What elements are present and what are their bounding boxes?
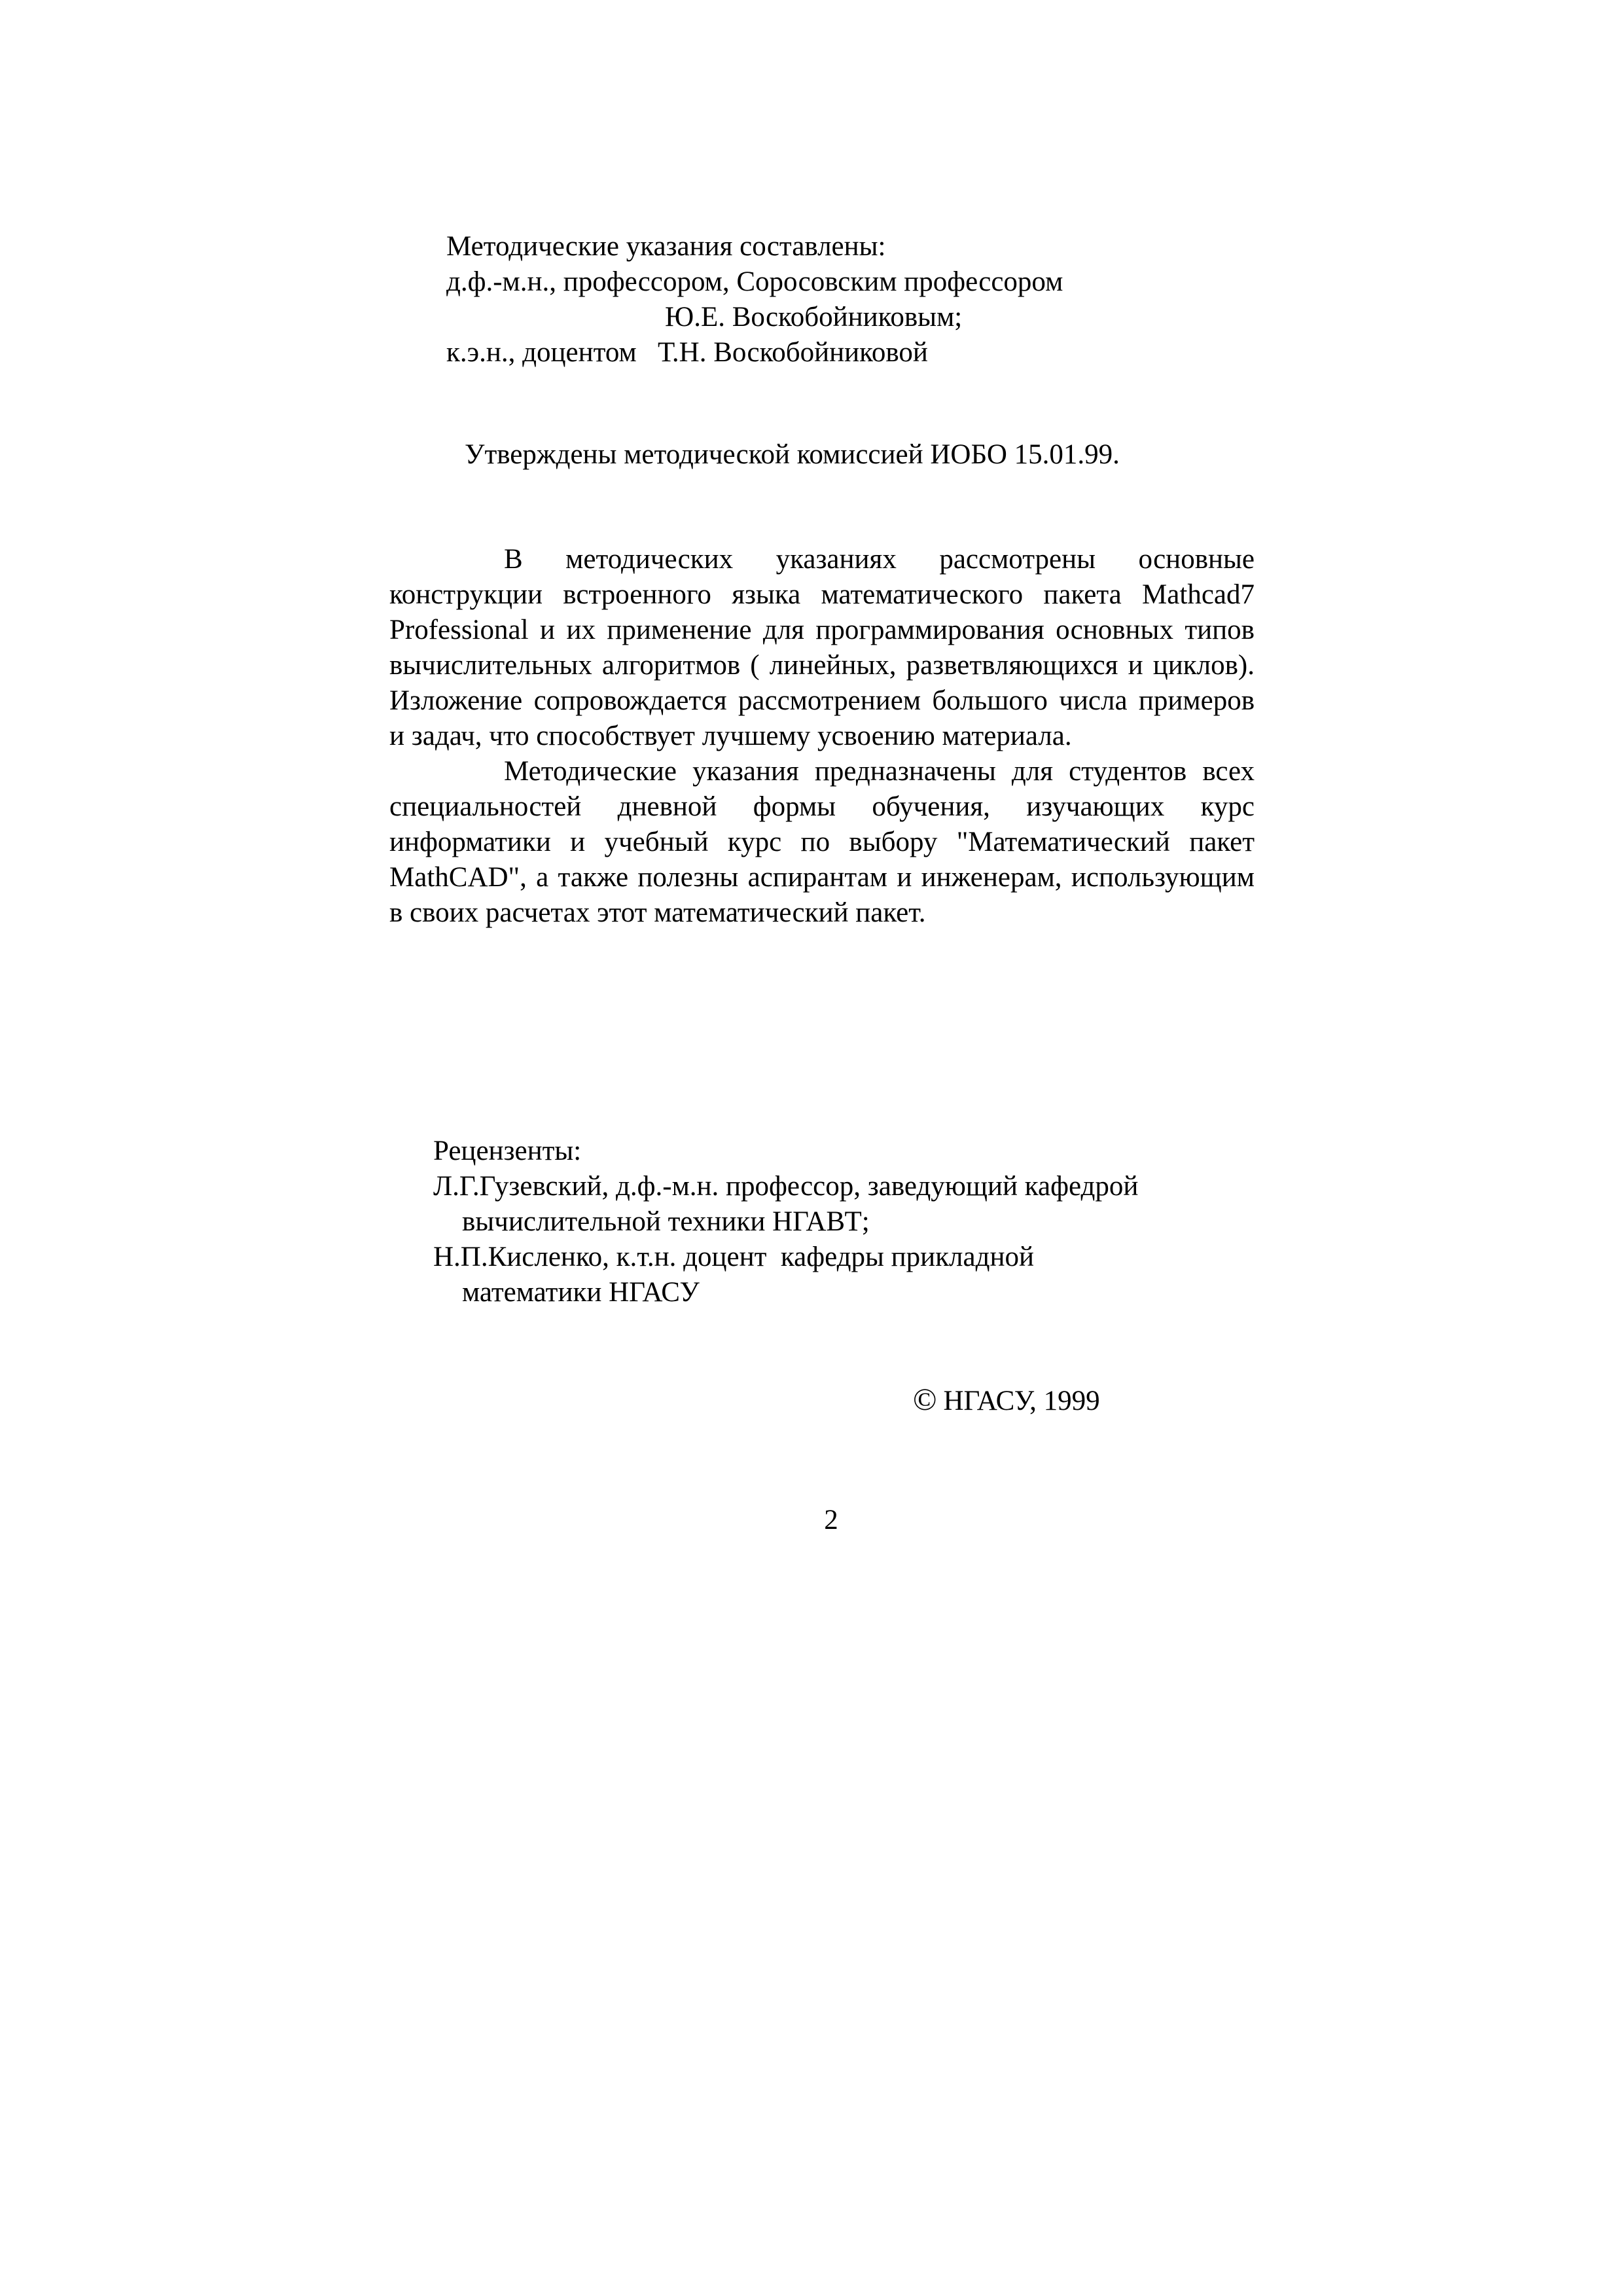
copyright-text: НГАСУ, 1999: [943, 1386, 1100, 1416]
reviewer-1-line-1: Л.Г.Гузевский, д.ф.-м.н. профессор, заведующий кафедрой: [433, 1171, 1139, 1202]
compiler-1-title: д.ф.-м.н., профессором, Соросовским профессором: [446, 266, 1063, 297]
reviewers-heading: Рецензенты:: [433, 1136, 582, 1166]
abstract-paragraph-2: Методические указания предназначены для студентов всех специальностей дневной формы обучения, изучающих курс информатики и учебный курс по выбору "Математический пакет MathCAD", а также полезны аспирантам и инженерам, использующим в своих расчетах этот математический пакет.: [389, 756, 1255, 928]
abstract: [389, 542, 1255, 931]
compilers-block: [446, 229, 1063, 370]
reviewer-2-line-1: Н.П.Кисленко, к.т.н. доцент кафедры прикладной: [433, 1242, 1034, 1272]
copyright-line: [913, 1382, 1100, 1419]
page-number: 2: [824, 1505, 838, 1535]
compiler-1-name: Ю.Е. Воскобойниковым;: [665, 302, 963, 332]
reviewers-block: [433, 1134, 1138, 1310]
approval-note: Утверждены методической комиссией ИОБО 15.01.99.: [465, 439, 1120, 470]
reviewer-1-line-2: вычислительной техники НГАВТ;: [462, 1206, 870, 1237]
compilers-heading: Методические указания составлены:: [446, 231, 886, 262]
reviewer-2-line-2: математики НГАСУ: [462, 1277, 700, 1308]
compiler-2: к.э.н., доцентом Т.Н. Воскобойниковой: [446, 337, 928, 368]
abstract-paragraph-1: В методических указаниях рассмотрены основные конструкции встроенного языка математического пакета Mathcad7 Professional и их применение для программирования основных типов вычислительных алгоритмов ( линейных, разветвляющихся и циклов). Изложение сопровождается рассмотрением большого числа примеров и задач, что способствует лучшему усвоению материала.: [389, 544, 1255, 751]
copyright-icon: ©: [913, 1382, 937, 1417]
